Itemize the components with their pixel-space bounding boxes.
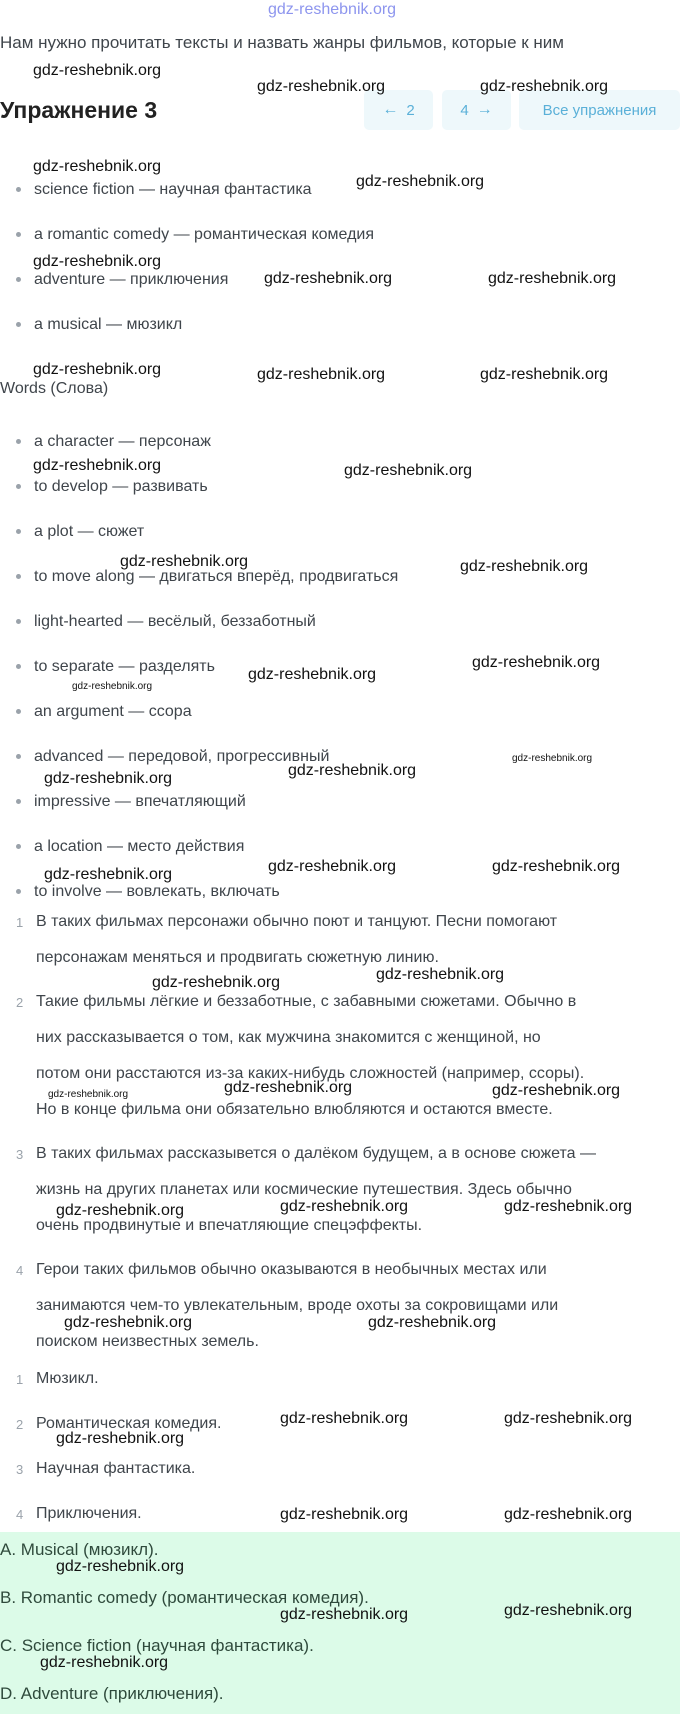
text-line: Такие фильмы лёгкие и беззаботные, с забавными сюжетами. Обычно в [36,993,577,1010]
watermark: gdz-reshebnik.org [376,966,505,983]
watermark: gdz-reshebnik.org [492,1082,621,1099]
watermark: gdz-reshebnik.org [248,666,377,683]
watermark: gdz-reshebnik.org [120,553,249,570]
bullet-icon [16,529,21,534]
watermark: gdz-reshebnik.org [472,654,601,671]
text-line: персонажам меняться и продвигать сюжетную линию. [36,949,439,966]
words-label: Words (Слова) [0,380,109,397]
watermark: gdz-reshebnik.org [280,1606,409,1623]
exercise-title: Упражнение 3 [0,97,158,123]
genre-item: science fiction — научная фантастика [16,181,312,199]
watermark: gdz-reshebnik.org [504,1506,633,1523]
answer-number: 2 [16,1417,24,1432]
bullet-icon [16,664,21,669]
watermark: gdz-reshebnik.org [33,457,162,474]
bullet-icon [16,439,21,444]
watermark: gdz-reshebnik.org [257,366,386,383]
word-item: to develop — развивать [16,478,208,496]
watermark: gdz-reshebnik.org [48,1089,129,1100]
prev-label: 2 [406,101,415,119]
next-exercise-button[interactable] [442,90,511,130]
watermark: gdz-reshebnik.org [264,270,393,287]
bullet-icon [16,754,21,759]
bullet-icon [16,709,21,714]
final-answer: D. Adventure (приключения). [0,1684,224,1703]
text-line: очень продвинутые и впечатляющие спецэффекты. [36,1217,423,1234]
watermark: gdz-reshebnik.org [356,173,485,190]
intro-text: Нам нужно прочитать тексты и назвать жанры фильмов, которые к ним [0,33,564,52]
all-exercises-button[interactable] [519,90,680,130]
final-answer: B. Romantic comedy (романтическая комедия). [0,1588,369,1607]
watermark: gdz-reshebnik.org [512,753,593,764]
watermark: gdz-reshebnik.org [33,158,162,175]
text-line: поиском неизвестных земель. [36,1333,259,1350]
genre-item: a romantic comedy — романтическая комедия [16,226,374,244]
watermark: gdz-reshebnik.org [368,1314,497,1331]
word-item: impressive — впечатляющий [16,793,246,811]
watermark: gdz-reshebnik.org [504,1198,633,1215]
text-line: В таких фильмах персонажи обычно поют и танцуют. Песни помогают [36,913,558,930]
watermark: gdz-reshebnik.org [492,858,621,875]
answer-number: 4 [16,1507,24,1522]
word-item: a location — место действия [16,838,244,856]
text-number: 4 [16,1263,24,1278]
text-number: 1 [16,915,24,930]
watermark: gdz-reshebnik.org [344,462,473,479]
next-label: 4 [460,101,469,119]
watermark: gdz-reshebnik.org [44,866,173,883]
word-item: to move along — двигаться вперёд, продвигаться [16,568,398,586]
watermark: gdz-reshebnik.org [152,974,281,991]
text-line: В таких фильмах рассказывется о далёком будущем, а в основе сюжета — [36,1145,597,1162]
watermark: gdz-reshebnik.org [280,1506,409,1523]
word-item: an argument — ссора [16,703,192,721]
bullet-icon [16,574,21,579]
watermark: gdz-reshebnik.org [504,1410,633,1427]
arrow-left-icon: ← [382,101,399,118]
watermark: gdz-reshebnik.org [504,1602,633,1619]
answer-text: Научная фантастика. [36,1460,196,1477]
arrow-right-icon: → [476,101,493,118]
word-item: to involve — вовлекать, включать [16,883,280,901]
answer-number: 3 [16,1462,24,1477]
watermark: gdz-reshebnik.org [44,770,173,787]
watermark: gdz-reshebnik.org [280,1410,409,1427]
all-label: Все упражнения [542,101,657,119]
site-link[interactable]: gdz-reshebnik.org [268,1,397,18]
word-item: a character — персонаж [16,433,211,451]
bullet-icon [16,232,21,237]
genre-item: a musical — мюзикл [16,316,182,334]
watermark: gdz-reshebnik.org [257,78,386,95]
watermark: gdz-reshebnik.org [56,1202,185,1219]
text-number: 2 [16,995,24,1010]
watermark: gdz-reshebnik.org [288,762,417,779]
bullet-icon [16,187,21,192]
text-line: потом они расстаются из-за каких-нибудь сложностей (например, ссоры). [36,1065,585,1082]
word-item: a plot — сюжет [16,523,144,541]
watermark: gdz-reshebnik.org [268,858,397,875]
watermark: gdz-reshebnik.org [488,270,617,287]
watermark: gdz-reshebnik.org [33,361,162,378]
text-line: жизнь на других планетах или космические путешествия. Здесь обычно [36,1181,572,1198]
bullet-icon [16,799,21,804]
word-item: light-hearted — весёлый, беззаботный [16,613,316,631]
bullet-icon [16,322,21,327]
bullet-icon [16,889,21,894]
bullet-icon [16,484,21,489]
bullet-icon [16,277,21,282]
watermark: gdz-reshebnik.org [33,62,162,79]
text-line: Но в конце фильма они обязательно влюбляются и остаются вместе. [36,1101,553,1118]
watermark: gdz-reshebnik.org [56,1558,185,1575]
watermark: gdz-reshebnik.org [56,1430,185,1447]
genre-item: adventure — приключения [16,271,228,289]
bullet-icon [16,844,21,849]
bullet-icon [16,619,21,624]
watermark: gdz-reshebnik.org [480,366,609,383]
answer-text: Романтическая комедия. [36,1415,222,1432]
answer-number: 1 [16,1372,24,1387]
text-line: них рассказывается о том, как мужчина знакомится с женщиной, но [36,1029,541,1046]
watermark: gdz-reshebnik.org [40,1654,169,1671]
answer-text: Мюзикл. [36,1370,99,1387]
prev-exercise-button[interactable] [364,90,433,130]
watermark: gdz-reshebnik.org [64,1314,193,1331]
text-line: Герои таких фильмов обычно оказываются в необычных местах или [36,1261,547,1278]
answer-text: Приключения. [36,1505,142,1522]
final-answer: A. Musical (мюзикл). [0,1540,159,1559]
watermark: gdz-reshebnik.org [280,1198,409,1215]
word-item: advanced — передовой, прогрессивный [16,748,329,766]
watermark: gdz-reshebnik.org [33,253,162,270]
word-item: to separate — разделять [16,658,215,676]
watermark: gdz-reshebnik.org [224,1079,353,1096]
watermark: gdz-reshebnik.org [72,681,153,692]
watermark: gdz-reshebnik.org [480,78,609,95]
watermark: gdz-reshebnik.org [460,558,589,575]
text-number: 3 [16,1147,24,1162]
text-line: занимаются чем-то увлекательным, вроде охоты за сокровищами или [36,1297,559,1314]
final-answer: C. Science fiction (научная фантастика). [0,1636,314,1655]
